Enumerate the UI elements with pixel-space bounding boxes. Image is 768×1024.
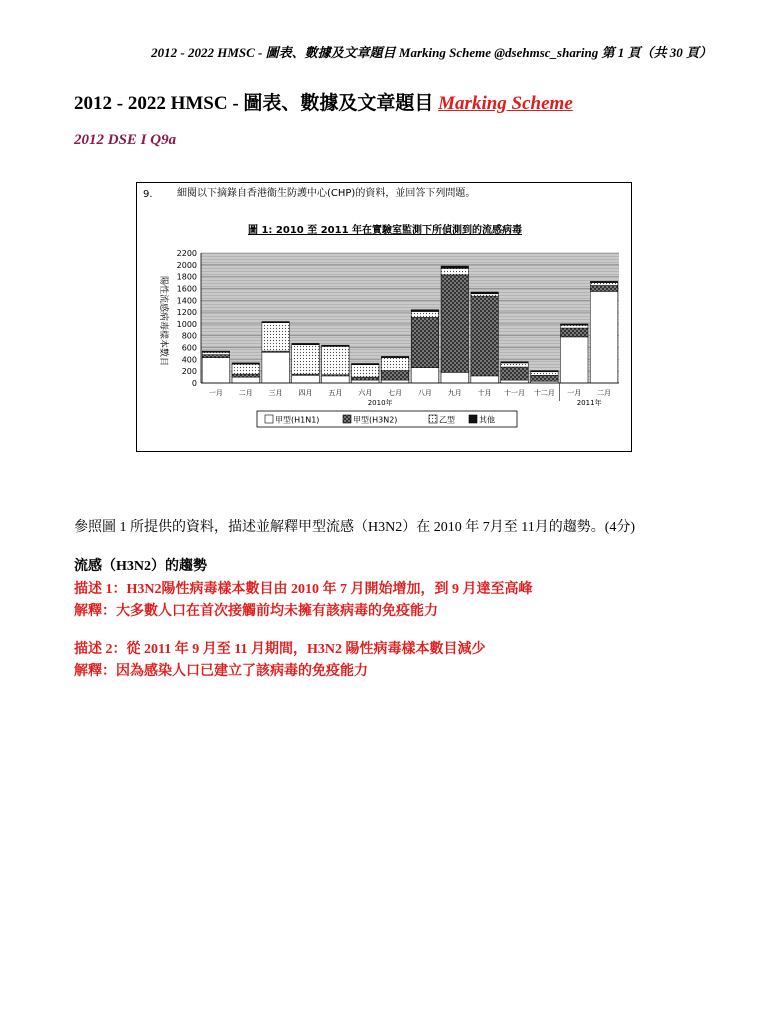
bar-segment: [471, 376, 498, 383]
bar-segment: [590, 283, 617, 286]
bar-segment: [262, 352, 289, 383]
bar-segment: [351, 364, 378, 365]
legend-label: 甲型(H1N1): [275, 415, 320, 425]
y-axis-label: 陽性流感病毒樣本數目: [158, 275, 168, 367]
x-tick-label: 九月: [447, 389, 462, 397]
flu-chart: [137, 183, 633, 453]
bar-segment: [351, 380, 378, 383]
y-tick-label: 2000: [176, 260, 197, 270]
bar-segment: [292, 343, 319, 344]
year-group-label: 2011年: [576, 399, 602, 407]
x-tick-label: 八月: [417, 389, 432, 397]
bar-segment: [441, 372, 468, 383]
legend-swatch: [429, 415, 437, 423]
answer-section-title: 流感（H3N2）的趨勢: [74, 559, 207, 574]
figure-question-number: 9.: [143, 189, 153, 200]
bar-segment: [560, 325, 587, 328]
bar-segment: [262, 322, 289, 323]
question-prompt: 參照圖 1 所提供的資料，描述並解釋甲型流感（H3N2）在 2010 年 7月至 11月的趨勢。(4分): [74, 520, 636, 535]
bar-segment: [351, 377, 378, 380]
bar-segment: [560, 337, 587, 383]
bar-segment: [531, 375, 558, 381]
legend-swatch: [469, 415, 477, 423]
bar-segment: [441, 266, 468, 268]
x-tick-label: 七月: [388, 389, 403, 397]
bar-segment: [381, 371, 408, 380]
bar-segment: [381, 358, 408, 371]
bar-segment: [351, 365, 378, 377]
page-title: [74, 88, 573, 115]
year-group-label: 2010年: [367, 399, 393, 407]
bar-segment: [232, 364, 259, 374]
chart-title: 圖 1: 2010 至 2011 年在實驗室監測下所偵測到的流感病毒: [247, 225, 523, 236]
bar-segment: [471, 294, 498, 296]
y-tick-label: 600: [181, 343, 197, 353]
bar-segment: [232, 363, 259, 364]
legend-label: 其他: [479, 415, 495, 425]
bar-segment: [411, 310, 438, 312]
x-tick-label: 五月: [328, 389, 343, 397]
explanation-1: 解釋：大多數人口在首次接觸前均未擁有該病毒的免疫能力: [74, 604, 438, 619]
x-tick-label: 二月: [238, 389, 253, 397]
figure-box: [136, 182, 632, 452]
bar-segment: [501, 363, 528, 367]
bar-segment: [232, 377, 259, 383]
bar-segment: [471, 296, 498, 376]
bar-segment: [471, 292, 498, 294]
y-tick-label: 200: [181, 367, 197, 377]
x-tick-label: 四月: [298, 389, 313, 397]
bar-segment: [262, 323, 289, 351]
y-tick-labels: [177, 249, 197, 388]
y-tick-label: 0: [191, 379, 197, 388]
y-tick-label: 800: [181, 331, 197, 341]
y-tick-label: 1800: [176, 272, 197, 282]
bar-segment: [322, 376, 349, 383]
bar-segment: [590, 286, 617, 292]
bar-segment: [531, 371, 558, 372]
figure-intro: 細閱以下摘錄自香港衞生防護中心(CHP)的資料，並回答下列問題。: [177, 188, 476, 199]
running-header: 2012 - 2022 HMSC - 圖表、數據及文章題目 Marking Scheme @dsehmsc_sharing 第 1 頁（共 30 頁）: [151, 45, 712, 60]
bar-segment: [202, 351, 229, 352]
bar-segment: [501, 380, 528, 383]
bar-segment: [381, 356, 408, 357]
legend-swatch: [343, 415, 351, 423]
question-reference: 2012 DSE I Q9a: [74, 132, 177, 148]
x-tick-label: 三月: [268, 389, 283, 397]
bar-segment: [441, 268, 468, 275]
bar-segment: [411, 368, 438, 383]
bar-segment: [202, 358, 229, 383]
bar-segment: [411, 317, 438, 367]
bar-segment: [322, 345, 349, 346]
bar-segment: [202, 352, 229, 354]
legend-label: 甲型(H3N2): [353, 415, 398, 425]
bar-segment: [322, 346, 349, 374]
x-tick-labels: [209, 388, 611, 407]
bar-segment: [501, 362, 528, 363]
bar-segment: [590, 281, 617, 282]
bar-segment: [202, 355, 229, 358]
x-tick-label: 二月: [597, 389, 612, 397]
bar-segment: [292, 345, 319, 375]
y-tick-label: 400: [181, 355, 197, 365]
x-tick-label: 十二月: [533, 389, 555, 397]
legend: [257, 411, 517, 427]
title-marking-scheme: Marking Scheme: [438, 93, 573, 114]
bar-segment: [501, 367, 528, 380]
bar-segment: [232, 374, 259, 377]
x-tick-label: 十月: [477, 389, 492, 397]
x-tick-label: 一月: [567, 389, 582, 397]
x-tick-label: 十一月: [504, 389, 525, 397]
legend-swatch: [265, 415, 273, 423]
bar-segment: [590, 291, 617, 383]
x-tick-label: 一月: [208, 389, 223, 397]
bar-segment: [292, 375, 319, 383]
bar-segment: [411, 312, 438, 318]
description-1: 描述 1：H3N2陽性病毒樣本數目由 2010 年 7 月開始增加，到 9 月達至高峰: [74, 582, 533, 597]
bar-segment: [441, 275, 468, 373]
legend-label: 乙型: [439, 415, 455, 425]
y-tick-label: 1200: [176, 308, 197, 318]
description-2: 描述 2：從 2011 年 9 月至 11 月期間，H3N2 陽性病毒樣本數目減少: [74, 642, 486, 657]
bar-segment: [531, 372, 558, 376]
bar-segment: [560, 324, 587, 325]
y-tick-label: 1400: [176, 296, 197, 306]
y-tick-label: 2200: [176, 249, 197, 258]
y-tick-label: 1600: [176, 284, 197, 294]
bar-segment: [381, 380, 408, 383]
y-tick-label: 1000: [176, 319, 197, 329]
x-tick-label: 六月: [358, 389, 373, 397]
explanation-2: 解釋：因為感染人口已建立了該病毒的免疫能力: [74, 664, 368, 679]
bar-segment: [560, 328, 587, 337]
title-main: 2012 - 2022 HMSC - 圖表、數據及文章題目: [74, 93, 439, 114]
